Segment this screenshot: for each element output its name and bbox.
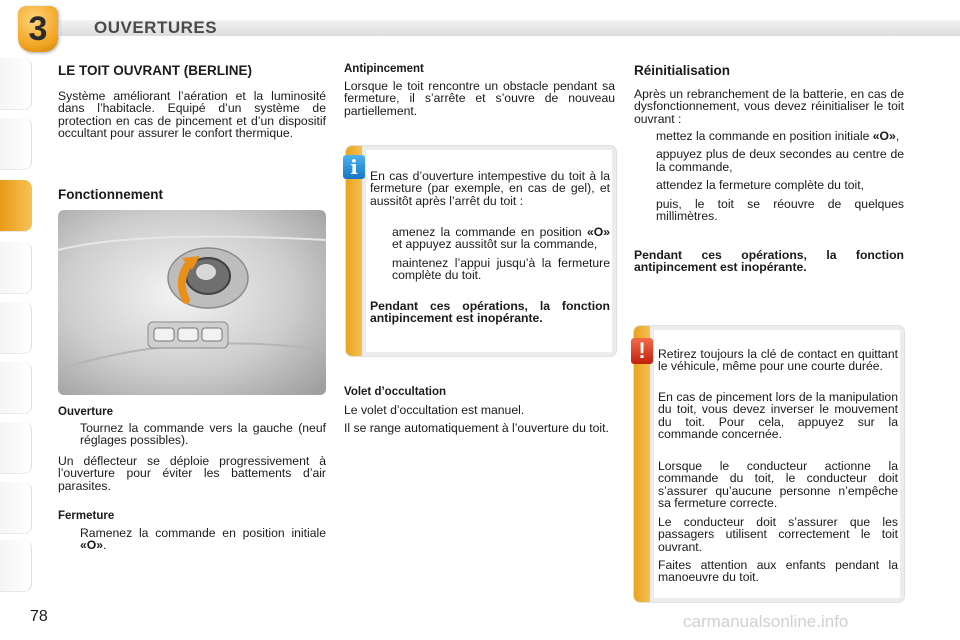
info-box xyxy=(346,146,616,356)
info-icon: i xyxy=(343,155,365,179)
warning-box xyxy=(634,326,904,602)
chapter-tab-9[interactable] xyxy=(0,540,32,592)
volet-paragraph-1: Le volet d’occultation est manuel. xyxy=(344,403,525,417)
chapter-tab-1[interactable] xyxy=(0,58,32,110)
reinitialisation-list xyxy=(634,130,904,228)
list-item: puis, le toit se réouvre de quelques millimètres. xyxy=(656,196,904,224)
info-box-list xyxy=(370,226,610,288)
info-box-note: Pendant ces opérations, la fonction antipincement est inopérante. xyxy=(370,299,610,326)
ouverture-heading: Ouverture xyxy=(58,406,113,418)
warning-box-body xyxy=(654,330,900,598)
reinitialisation-intro: Après un rebranchement de la batterie, en cas de dysfonctionnement, vous devez réinitialiser le toit ouvrant : xyxy=(634,87,904,126)
volet-heading: Volet d’occultation xyxy=(344,386,447,398)
fonctionnement-heading: Fonctionnement xyxy=(58,187,163,202)
list-item: mettez la commande en position initiale «O», xyxy=(656,129,900,143)
info-box-intro: En cas d’ouverture intempestive du toit à la fermeture (par exemple, en cas de gel), et aussitôt après l’arrêt du toit : xyxy=(370,169,610,208)
warning-box-stripe xyxy=(634,326,650,602)
chapter-tab-7[interactable] xyxy=(0,422,32,474)
reinitialisation-heading: Réinitialisation xyxy=(634,63,731,78)
chapter-tab-6[interactable] xyxy=(0,362,32,414)
list-item: appuyez plus de deux secondes au centre de la commande, xyxy=(656,147,904,174)
info-box-body xyxy=(366,150,612,352)
chapter-tab-4[interactable] xyxy=(0,242,32,294)
warning-paragraph-5: Faites attention aux enfants pendant la manoeuvre du toit. xyxy=(658,558,898,585)
list-item: amenez la commande en position «O» et appuyez aussitôt sur la commande, xyxy=(392,225,610,252)
chapter-tab-2[interactable] xyxy=(0,118,32,170)
reinitialisation-note: Pendant ces opérations, la fonction antipincement est inopérante. xyxy=(634,248,904,275)
volet-paragraph-2: Il se range automatiquement à l’ouverture du toit. xyxy=(344,421,609,435)
list-item: Tournez la commande vers la gauche (neuf réglages possibles). xyxy=(80,421,326,448)
list-item: Ramenez la commande en position initiale «O». xyxy=(80,526,326,553)
chapter-title: OUVERTURES xyxy=(94,18,218,37)
roof-control-illustration xyxy=(58,210,326,395)
watermark: carmanualsonline.info xyxy=(683,612,849,631)
antipincement-paragraph: Lorsque le toit rencontre un obstacle pendant sa fermeture, il s’arrête et s’ouvre de nouveau partiellement. xyxy=(344,79,615,118)
chapter-tab-5[interactable] xyxy=(0,302,32,354)
chapter-tab-8[interactable] xyxy=(0,482,32,534)
section-title: LE TOIT OUVRANT (BERLINE) xyxy=(58,63,252,78)
warning-paragraph-1: Retirez toujours la clé de contact en quittant le véhicule, même pour une courte durée. xyxy=(658,347,898,374)
deflecteur-paragraph: Un déflecteur se déploie progressivement à l’ouverture pour éviter les battements d’air parasites. xyxy=(58,454,326,493)
roof-control-drawing xyxy=(58,210,326,395)
warning-paragraph-2: En cas de pincement lors de la manipulation du toit, vous devez inverser le mouvement du toit. Pour cela, appuyez sur la commande concernée. xyxy=(658,390,898,442)
intro-paragraph: Système améliorant l’aération et la luminosité dans l’habitacle. Equipé d’un système de protection en cas de pincement et d’un dispositif occultant pour assurer le confort thermique. xyxy=(58,89,326,141)
warning-icon: ! xyxy=(631,338,653,364)
list-item: attendez la fermeture complète du toit, xyxy=(656,178,864,193)
fermeture-list xyxy=(58,527,326,558)
warning-paragraph-4: Le conducteur doit s’assurer que les passagers utilisent correctement le toit ouvrant. xyxy=(658,515,898,554)
list-item: maintenez l’appui jusqu’à la fermeture complète du toit. xyxy=(392,255,610,283)
antipincement-heading: Antipincement xyxy=(344,63,424,75)
chapter-number-badge: 3 xyxy=(18,6,58,52)
chapter-tab-3-active[interactable] xyxy=(0,180,32,232)
fermeture-heading: Fermeture xyxy=(58,510,115,522)
page-number: 78 xyxy=(30,608,48,625)
ouverture-list xyxy=(58,422,326,453)
warning-paragraph-3: Lorsque le conducteur actionne la commande du toit, le conducteur doit s’assurer qu’aucune personne n’empêche sa fermeture correcte. xyxy=(658,459,898,511)
